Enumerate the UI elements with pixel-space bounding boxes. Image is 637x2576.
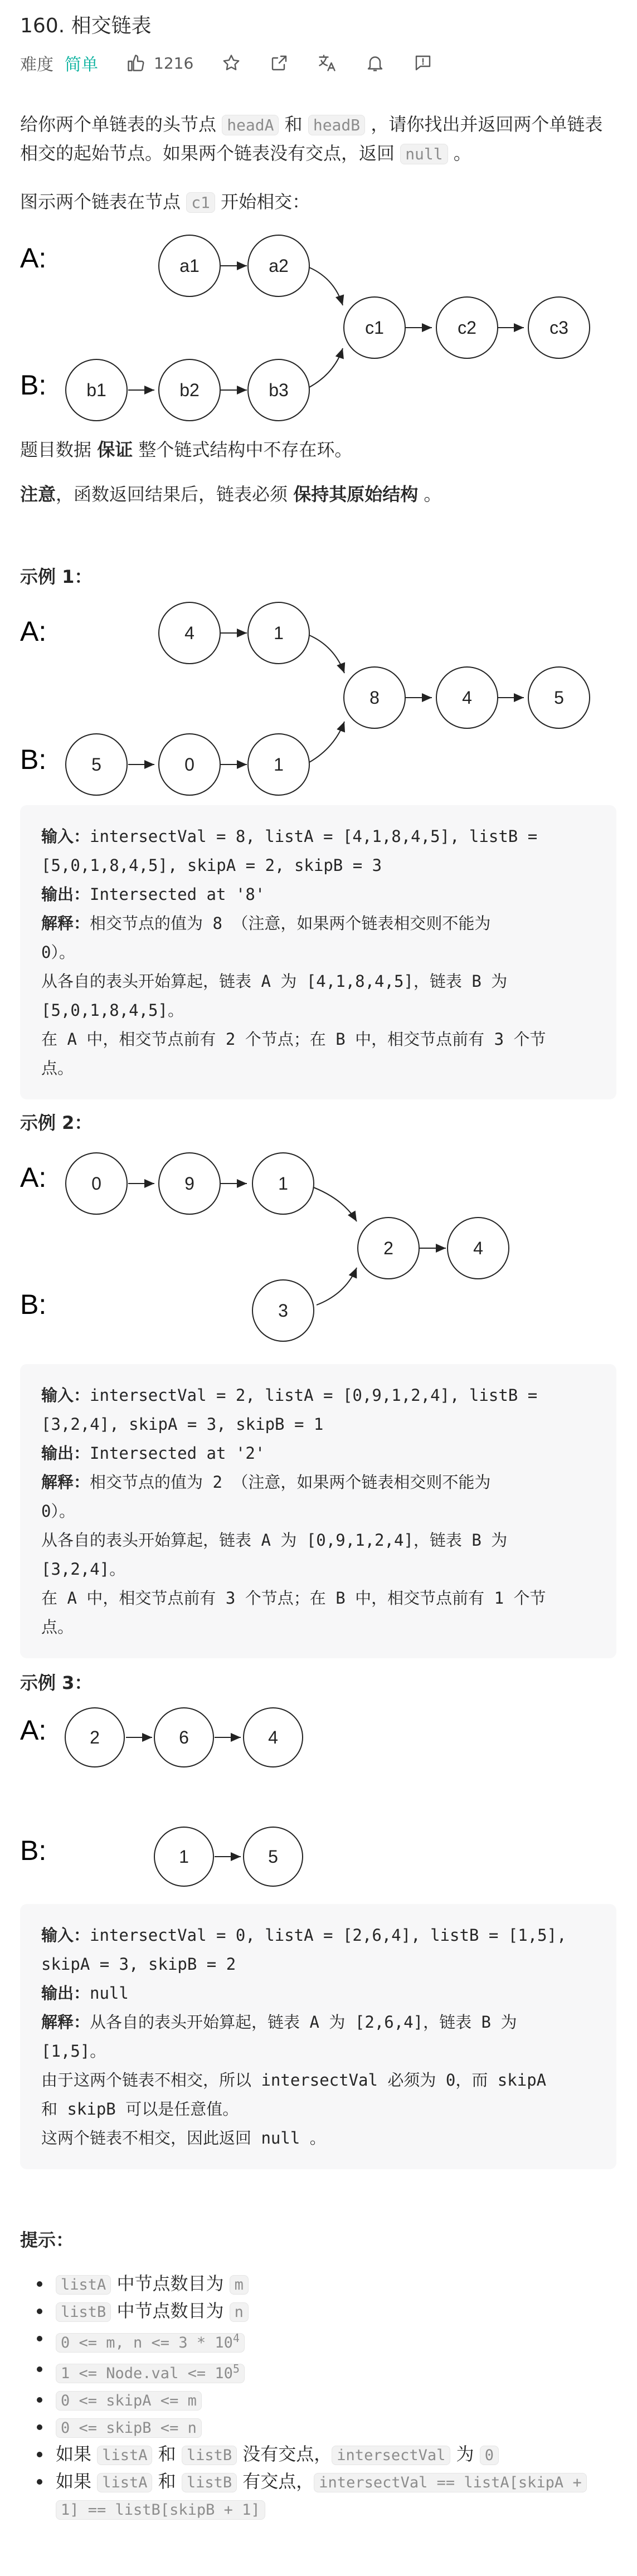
list-item <box>56 2356 587 2387</box>
label: 输入： <box>41 827 90 846</box>
value: 在 A 中，相交节点前有 2 个节点；在 B 中，相交节点前有 3 个节 <box>41 1030 546 1049</box>
value: 由于这两个链表不相交，所以 intersectVal 必须为 0，而 skipA <box>41 2071 547 2090</box>
list-item <box>56 2298 587 2325</box>
problem-meta-bar <box>20 50 433 76</box>
example-3-diagram <box>0 1705 637 1895</box>
value: intersectVal = 8, listA = [4,1,8,4,5], listB = <box>90 827 538 846</box>
example-2-heading <box>20 1109 622 1137</box>
list-item <box>56 2271 587 2298</box>
share-icon <box>269 53 289 73</box>
code: 0 <= skipA <= m <box>56 2391 202 2411</box>
code: listA <box>97 2473 152 2492</box>
value: 从各自的表头开始算起，链表 A 为 [4,1,8,4,5]，链表 B 为 <box>41 972 508 991</box>
label-a: A: <box>20 616 47 647</box>
label: 输出： <box>41 1984 90 2003</box>
value: 相交节点的值为 8 （注意，如果两个链表相交则不能为 <box>90 914 491 933</box>
node: 0 <box>91 1173 101 1194</box>
value: [3,2,4]。 <box>41 1560 126 1579</box>
guarantee-paragraph <box>20 436 622 464</box>
code <box>56 2333 245 2353</box>
node: b2 <box>179 380 200 400</box>
node: 1 <box>274 623 284 643</box>
value: skipA = 3, skipB = 2 <box>41 1955 236 1974</box>
node: 5 <box>268 1847 278 1867</box>
node: 4 <box>184 623 194 643</box>
text: 题目数据 <box>20 439 98 460</box>
value: 点。 <box>41 1059 74 1078</box>
value: 在 A 中，相交节点前有 3 个节点；在 B 中，相交节点前有 1 个节 <box>41 1589 546 1608</box>
code-headB: headB <box>308 115 365 135</box>
label-b: B: <box>20 1289 47 1320</box>
text: 0 <= m, n <= 3 * 10 <box>61 2334 233 2351</box>
value: [5,0,1,8,4,5], skipA = 2, skipB = 3 <box>41 856 382 875</box>
label-b: B: <box>20 1835 47 1866</box>
value: 0）。 <box>41 1502 75 1521</box>
node: 1 <box>278 1173 288 1194</box>
code: listA <box>56 2275 111 2295</box>
figure-caption <box>20 188 622 217</box>
node: c3 <box>550 318 568 338</box>
translate-icon <box>317 53 337 73</box>
text: 给你两个单链表的头节点 <box>20 114 222 135</box>
list-item <box>56 2441 587 2468</box>
label: 解释： <box>41 2013 90 2032</box>
list-item <box>56 2387 587 2414</box>
code: n <box>230 2302 249 2322</box>
value: null <box>90 1984 129 2003</box>
example-3-heading <box>20 1669 622 1697</box>
superscript: 4 <box>232 2331 240 2345</box>
translate-button[interactable] <box>317 53 337 73</box>
statement-paragraph <box>20 110 622 168</box>
value: [5,0,1,8,4,5]。 <box>41 1001 184 1020</box>
example-1-code-block <box>20 805 616 1099</box>
star-icon <box>221 53 241 73</box>
feedback-button[interactable] <box>413 53 433 73</box>
node: 4 <box>462 688 472 708</box>
heading-text: 示例 3： <box>20 1672 93 1693</box>
bold-text: 保证 <box>97 439 133 460</box>
likes-count: 1216 <box>154 53 194 72</box>
label-a: A: <box>20 1715 47 1746</box>
label-a: A: <box>20 1162 47 1193</box>
label: 解释： <box>41 914 90 933</box>
bold-text: 保持其原始结构 <box>293 484 419 505</box>
value: 从各自的表头开始算起，链表 A 为 [0,9,1,2,4]，链表 B 为 <box>41 1531 508 1550</box>
text: 没有交点， <box>237 2443 332 2465</box>
node: 2 <box>383 1238 393 1258</box>
code <box>56 2364 245 2383</box>
node: b1 <box>86 380 106 400</box>
node: 5 <box>91 754 101 775</box>
node: 8 <box>369 688 380 708</box>
label-a: A: <box>20 242 47 274</box>
code: listB <box>182 2473 237 2492</box>
intersection-diagram <box>0 223 637 440</box>
page-title: 160. 相交链表 <box>20 14 152 37</box>
node: 5 <box>554 688 564 708</box>
label: 解释： <box>41 1473 90 1492</box>
heading-text: 提示： <box>20 2229 74 2251</box>
text: ，请你找出并返回两个单链表 <box>365 114 603 135</box>
value: Intersected at '8' <box>90 885 265 904</box>
label: 输入： <box>41 1926 90 1945</box>
value: 相交节点的值为 2 （注意，如果两个链表相交则不能为 <box>90 1473 491 1492</box>
text: 相交的起始节点。如果两个链表没有交点，返回 <box>20 143 401 164</box>
text: 。 <box>448 143 471 164</box>
code: intersectVal == listA[skipA + <box>314 2473 586 2492</box>
note-paragraph <box>20 480 622 508</box>
text: 中节点数目为 <box>111 2273 230 2294</box>
node: a2 <box>269 256 289 276</box>
like-button[interactable] <box>126 53 193 73</box>
difficulty-badge: 简单 <box>65 55 98 75</box>
list-item <box>56 2468 587 2523</box>
node: a1 <box>179 256 200 276</box>
thumbs-up-icon <box>126 53 146 73</box>
node: 1 <box>274 754 284 775</box>
label: 输出： <box>41 1444 90 1463</box>
code: 1] == listB[skipB + 1] <box>56 2500 265 2520</box>
text: ，函数返回结果后，链表必须 <box>56 484 294 505</box>
favorite-button[interactable] <box>221 53 241 73</box>
node: b3 <box>269 380 289 400</box>
node: 6 <box>179 1727 189 1747</box>
value: intersectVal = 2, listA = [0,9,1,2,4], listB = <box>90 1386 538 1405</box>
value: [3,2,4], skipA = 3, skipB = 1 <box>41 1415 324 1434</box>
example-3-code-block <box>20 1904 616 2169</box>
notification-button[interactable] <box>365 53 385 73</box>
code: m <box>230 2275 249 2295</box>
text: 和 <box>279 114 308 135</box>
code-null: null <box>400 144 448 164</box>
text: 为 <box>450 2443 480 2465</box>
text: 整个链式结构中不存在环。 <box>133 439 353 460</box>
text: 开始相交： <box>215 191 310 212</box>
difficulty-label: 难度 <box>20 55 54 75</box>
node: 2 <box>90 1727 100 1747</box>
code-c1: c1 <box>186 192 215 213</box>
code: listB <box>182 2446 237 2465</box>
list-item <box>56 2325 587 2356</box>
node: c2 <box>458 318 476 338</box>
label-b: B: <box>20 744 47 775</box>
text: 和 <box>152 2471 182 2492</box>
text: 。 <box>418 484 442 505</box>
label: 输出： <box>41 885 90 904</box>
example-1-heading <box>20 563 622 591</box>
text: 有交点， <box>237 2471 314 2492</box>
text: 和 <box>152 2443 182 2465</box>
bell-icon <box>365 53 385 73</box>
list-item <box>56 2414 587 2441</box>
node: 9 <box>184 1173 194 1194</box>
code: listB <box>56 2302 111 2322</box>
label-b: B: <box>20 369 47 401</box>
value: Intersected at '2' <box>90 1444 265 1463</box>
text: 如果 <box>56 2471 98 2492</box>
bold-text: 注意 <box>20 484 56 505</box>
value: 和 skipB 可以是任意值。 <box>41 2100 239 2119</box>
example-1-diagram <box>0 602 637 802</box>
hints-list <box>56 2271 587 2523</box>
heading-text: 示例 2： <box>20 1112 93 1133</box>
share-button[interactable] <box>269 53 289 73</box>
text: 图示两个链表在节点 <box>20 191 187 212</box>
node: 1 <box>179 1847 189 1867</box>
feedback-icon <box>413 53 433 73</box>
value: 这两个链表不相交，因此返回 null 。 <box>41 2129 326 2148</box>
example-2-diagram <box>0 1148 637 1348</box>
code: 0 <= skipB <= n <box>56 2418 202 2438</box>
text: 中节点数目为 <box>111 2300 230 2321</box>
superscript: 5 <box>232 2362 240 2375</box>
value: 点。 <box>41 1618 74 1637</box>
value: [1,5]。 <box>41 2042 106 2061</box>
node: 4 <box>473 1238 483 1258</box>
value: intersectVal = 0, listA = [2,6,4], listB = [1,5], <box>90 1926 567 1945</box>
hints-heading <box>20 2226 622 2254</box>
value: 从各自的表头开始算起，链表 A 为 [2,6,4]，链表 B 为 <box>90 2013 517 2032</box>
example-2-code-block <box>20 1364 616 1658</box>
code: listA <box>97 2446 152 2465</box>
node: c1 <box>365 318 384 338</box>
node: 3 <box>278 1301 288 1321</box>
value: 0）。 <box>41 943 75 962</box>
node: 0 <box>184 754 194 775</box>
heading-text: 示例 1： <box>20 566 93 587</box>
text: 如果 <box>56 2443 98 2465</box>
code: intersectVal <box>332 2446 450 2465</box>
text: 1 <= Node.val <= 10 <box>61 2365 233 2382</box>
node: 4 <box>268 1727 278 1747</box>
label: 输入： <box>41 1386 90 1405</box>
code: 0 <box>480 2446 499 2465</box>
code-headA: headA <box>222 115 279 135</box>
